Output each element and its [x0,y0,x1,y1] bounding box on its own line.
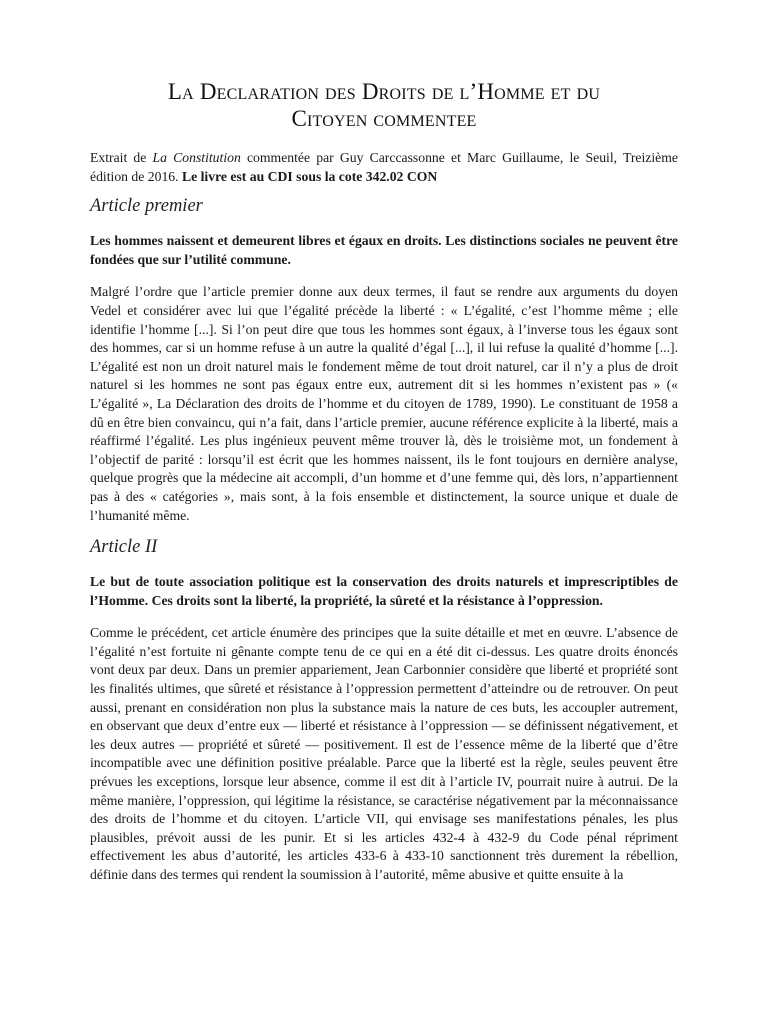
book-title: La Constitution [152,150,241,165]
title-line-2: Citoyen commentee [291,106,477,131]
article-heading: Article II [90,537,158,558]
article-section-2 [90,535,678,885]
intro-prefix: Extrait de [90,150,153,165]
article-heading: Article premier [90,196,203,217]
article-text: Le but de toute association politique est la conservation des droits naturels et imprescriptibles de l’Homme. Ces droits sont la liberté, la propriété, la sûreté et la résistance à l’oppression. [90,574,678,608]
title-line-1: La Declaration des Droits de l’Homme et du [167,79,601,104]
document-title [90,78,678,132]
article-section-1 [90,194,678,525]
article-commentary: Malgré l’ordre que l’article premier donne aux deux termes, il faut se rendre aux arguments du doyen Vedel et considérer avec lui que l’égalité précède la liberté : « L’égalité, c’est l’homme même ; elle identifie l’homme [...]. Si l’on peut dire que tous les hommes sont égaux, à l’inverse tous les égaux sont des hommes, car si un homme refuse à un autre la qualité d’égal [...], il lui refuse la qualité d’homme [...]. L’égalité est non un droit naturel mais le fondement même de tout droit naturel, car il n’y a plus de droit naturel si les hommes ne sont pas égaux entre eux, autrement dit si les hommes n’existent pas » (« L’égalité », La Déclaration des droits de l’homme et du citoyen de 1789, 1990). Le constituant de 1958 a dû en être bien convaincu, qui n’a fait, dans l’article premier, aucune référence explicite à la liberté, mais a réaffirmé l’égalité. Les plus ingénieux peuvent même trouver là, dès le troisième mot, un fondement à l’objectif de parité : lorsqu’il est écrit que les hommes naissent, ils le font toujours en dernière analyse, quelque progrès que la médecine ait accompli, d’un homme et d’une femme qui, dès lors, n’appartiennent pas à des « catégories », mais sont, à la fois ensemble et distinctement, la source unique et duale de l’humanité même. [90,284,678,523]
article-text: Les hommes naissent et demeurent libres et égaux en droits. Les distinctions sociales ne peuvent être fondées que sur l’utilité commune. [90,233,678,267]
library-shelf-note: Le livre est au CDI sous la cote 342.02 CON [182,168,438,184]
source-reference [90,149,678,186]
intro-middle: commentée par Guy Carccassonne et Marc Guillaume, le Seuil, Treizième édition de 2016. [90,150,678,184]
document-page [90,0,678,885]
article-commentary: Comme le précédent, cet article énumère des principes que la suite détaille et met en œuvre. L’absence de l’égalité n’est fortuite ni gênante compte tenu de ce qui en a été dit ci-dessus. Les quatre droits énoncés vont deux par deux. Dans un premier appariement, Jean Carbonnier considère que liberté et propriété sont les finalités ultimes, que sûreté et résistance à l’oppression permettent d’atteindre ou de retrouver. On peut aussi, prenant en considération non plus la substance mais la nature de ces buts, les accoupler autrement, en observant que deux d’entre eux — liberté et résistance à l’oppression — se définissent négativement, et les deux autres — propriété et sûreté — positivement. Il est de l’essence même de la liberté que d’être incompatible avec une définition positive préalable. Parce que la liberté est la règle, seules peuvent être prévues les exceptions, lorsque leur absence, comme il est dit à l’article IV, pourrait nuire à autrui. De la même manière, l’oppression, qui légitime la résistance, se caractérise négativement par la méconnaissance des droits de l’homme et du citoyen. L’article VII, qui envisage ses manifestations pénales, les plus plausibles, prévoit aussi de les punir. Et si les articles 432-4 à 432-9 du Code pénal répriment effectivement les abus d’autorité, les articles 433-6 à 433-10 sanctionnent très durement la rébellion, définie dans des termes qui rendent la soumission à l’autorité, même abusive et quitte ensuite à la [90,625,678,882]
